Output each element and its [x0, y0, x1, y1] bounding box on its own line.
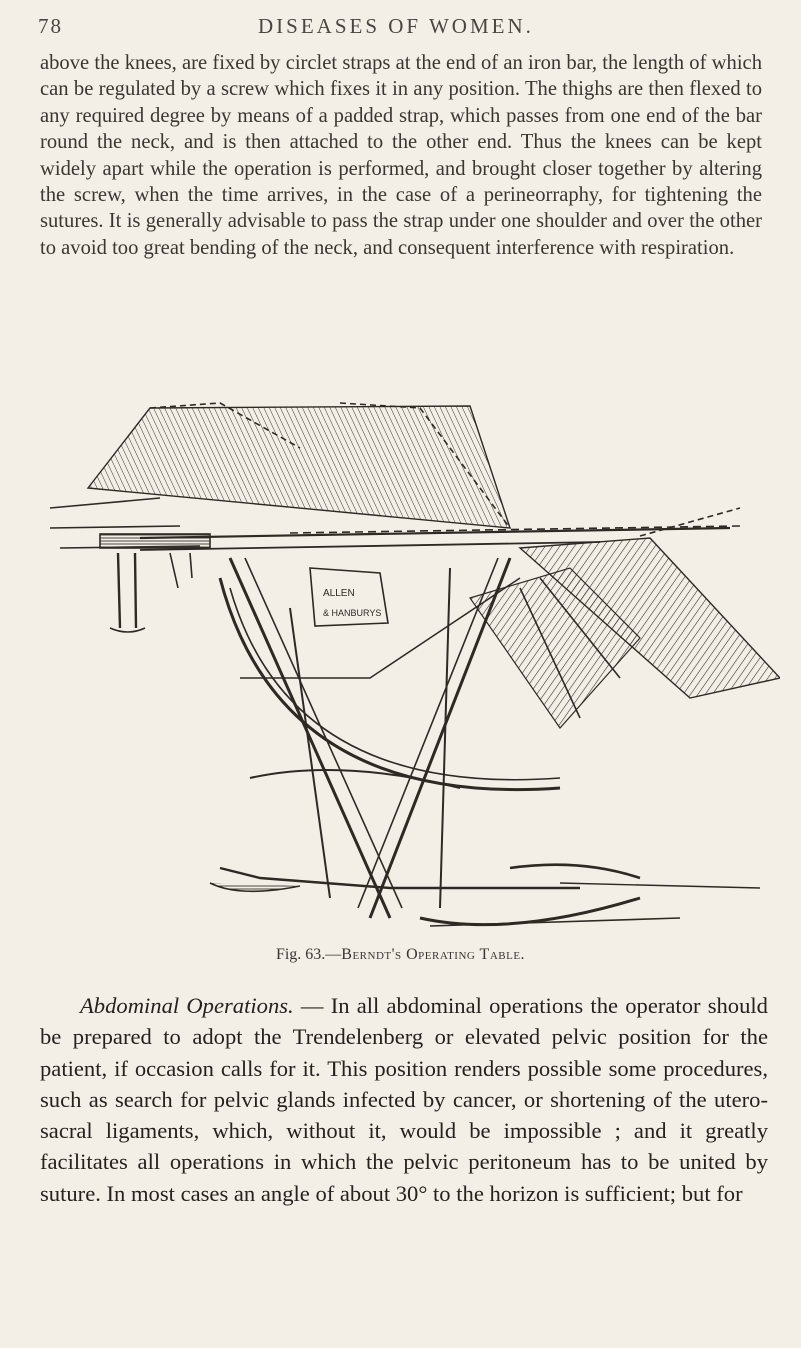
- operating-table-illustration: [40, 378, 780, 938]
- section-heading: Abdominal Operations.: [80, 993, 294, 1018]
- svg-text:& HANBURYS: & HANBURYS: [323, 608, 382, 618]
- head-panel: [88, 406, 510, 528]
- top-paragraph-text: above the knees, are fixed by circlet straps at the end of an iron bar, the length of which can be regulated by a screw which fixes it in any position. The thighs are then flexed to any required degree by means of a padded strap, which passes from one end of the bar round the neck, and is then attached to the other end. Thus the knees can be kept widely apart while the operation is performed, and brought closer together by altering the screw, when the time arrives, in the case of a perineorraphy, for tightening the sutures. It is generally advisable to pass the strap under one shoulder and over the other to avoid too great bending of the neck, and consequent interference with respiration.: [40, 52, 762, 259]
- caption-title: Berndt's Operating Table.: [341, 946, 526, 963]
- abdominal-operations-section: [40, 990, 768, 1209]
- running-head: [38, 14, 771, 42]
- page-number: 78: [38, 14, 63, 38]
- running-title: DISEASES OF WOMEN.: [258, 14, 534, 38]
- table-top: [140, 528, 730, 538]
- left-leg: [118, 553, 136, 628]
- section-body: — In all abdominal operations the operator should be prepared to adopt the Trendelenberg or elevated pelvic position for the patient, if occasion calls for it. This position renders possible some procedures, such as search for pelvic glands infected by cancer, or shortening of the utero-sacral ligaments, which, without it, would be impossible ; and it greatly facilitates all operations in which the pelvic peritoneum has to be united by suture. In most cases an angle of about 30° to the horizon is sufficient; but for: [40, 993, 768, 1206]
- base-left: [220, 868, 580, 888]
- figure-caption: [0, 946, 801, 964]
- figure-operating-table: [40, 378, 780, 938]
- caption-number: Fig. 63.—: [275, 946, 342, 963]
- top-paragraph: [40, 50, 762, 261]
- abdominal-operations-paragraph: [40, 990, 768, 1209]
- base-right: [510, 865, 640, 878]
- plate-text: ALLEN: [323, 588, 355, 599]
